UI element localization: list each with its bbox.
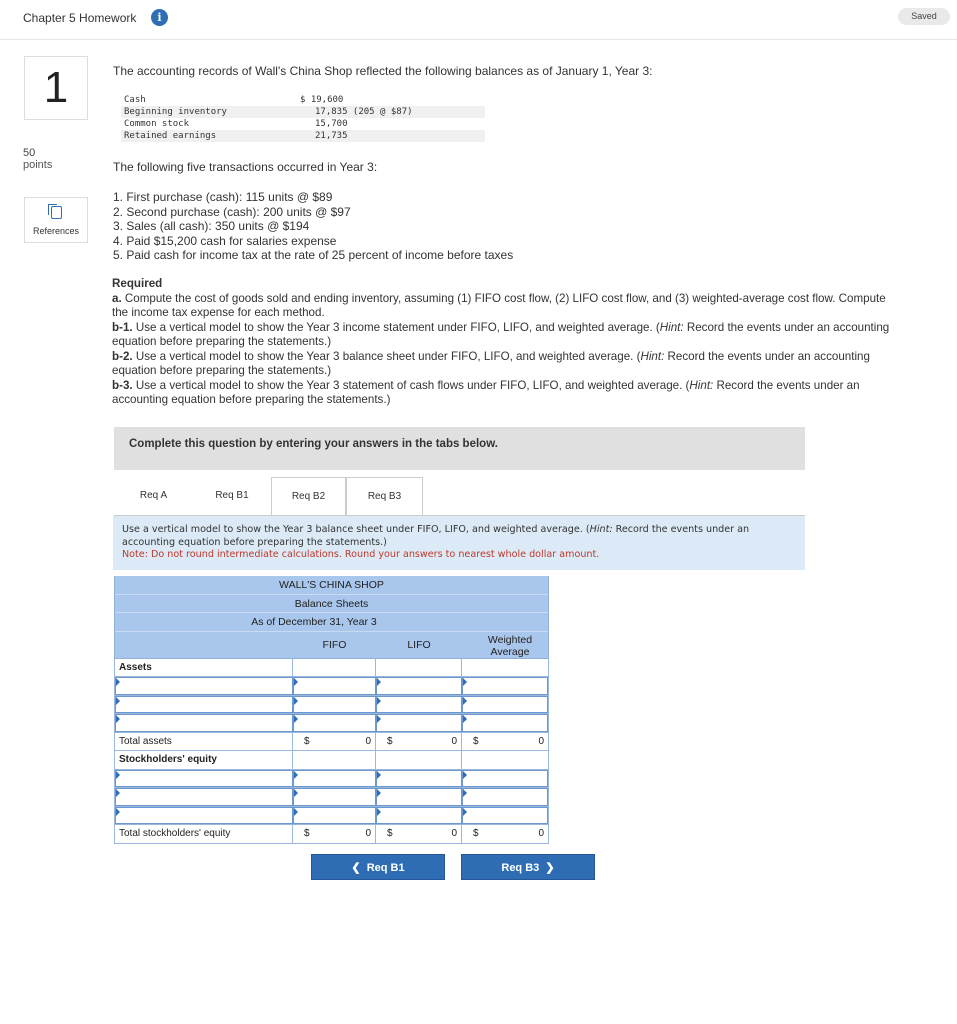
statement-title: Balance Sheets bbox=[115, 595, 548, 614]
row-label-cell bbox=[115, 825, 293, 843]
req-key: b-3. bbox=[112, 378, 133, 392]
req-text: Record the events under an accounting equation before preparing the statements.) bbox=[112, 349, 870, 377]
column-headers bbox=[114, 632, 549, 659]
req-text: Record the events under an accounting equation before preparing the statements.) bbox=[112, 378, 860, 406]
equity-label: Stockholders' equity bbox=[119, 754, 217, 765]
lifo-input[interactable] bbox=[376, 770, 462, 788]
total-assets-fifo: 0 bbox=[365, 735, 371, 747]
equity-name-input[interactable] bbox=[115, 788, 293, 806]
total-cell bbox=[293, 733, 376, 751]
req-text: Use a vertical model to show the Year 3 statement of cash flows under FIFO, LIFO, and weighted average. ( bbox=[132, 378, 690, 392]
table-row bbox=[114, 659, 549, 678]
col-weighted-average: Weighted Average bbox=[487, 633, 533, 658]
fifo-input[interactable] bbox=[293, 696, 376, 714]
instructions-box bbox=[113, 516, 805, 570]
asset-name-input[interactable] bbox=[115, 677, 293, 695]
copy-icon bbox=[51, 206, 62, 219]
req-key: b-1. bbox=[112, 320, 133, 334]
company-name: WALL'S CHINA SHOP bbox=[115, 576, 548, 595]
next-button[interactable] bbox=[461, 854, 595, 880]
total-cell bbox=[376, 733, 462, 751]
saved-badge: Saved bbox=[898, 8, 950, 25]
top-bar bbox=[0, 0, 957, 40]
lifo-input[interactable] bbox=[376, 714, 462, 732]
total-assets-weighted: 0 bbox=[538, 735, 544, 747]
total-assets-lifo: 0 bbox=[451, 735, 457, 747]
list-item: 2. Second purchase (cash): 200 units @ $97 bbox=[113, 204, 351, 219]
tab-req-a[interactable]: Req A bbox=[114, 477, 193, 515]
balance-label: Cash bbox=[124, 95, 146, 105]
info-icon[interactable]: i bbox=[151, 9, 168, 26]
total-cell bbox=[293, 825, 376, 843]
next-label: Req B3 bbox=[501, 862, 540, 874]
empty-cell bbox=[293, 751, 376, 769]
tab-req-b2[interactable]: Req B2 bbox=[271, 477, 346, 516]
requirement-b1 bbox=[112, 321, 892, 350]
empty-cell bbox=[462, 751, 548, 769]
row-label-cell bbox=[115, 659, 293, 677]
empty-cell bbox=[376, 751, 462, 769]
table-row bbox=[114, 788, 549, 807]
assignment-title: Chapter 5 Homework bbox=[23, 11, 137, 25]
balance-value: 21,735 bbox=[315, 131, 348, 141]
balance-row bbox=[121, 94, 485, 106]
dollar-sign: $ bbox=[387, 828, 393, 839]
req-text: Record the events under an accounting equation before preparing the statements.) bbox=[112, 320, 890, 348]
intro-text: The accounting records of Wall's China Shop reflected the following balances as of January 1, Year 3: bbox=[113, 64, 653, 78]
lifo-input[interactable] bbox=[376, 788, 462, 806]
sheet-header bbox=[114, 576, 549, 632]
references-button[interactable] bbox=[24, 197, 88, 243]
fifo-input[interactable] bbox=[293, 770, 376, 788]
table-row bbox=[114, 751, 549, 770]
instr-text: Record the events under an accounting equation before preparing the statements.) bbox=[122, 524, 750, 548]
empty-cell bbox=[462, 659, 548, 677]
total-cell bbox=[462, 825, 548, 843]
references-label: References bbox=[32, 226, 80, 236]
fifo-input[interactable] bbox=[293, 788, 376, 806]
req-key: b-2. bbox=[112, 349, 133, 363]
total-cell bbox=[376, 825, 462, 843]
hint-label: Hint: bbox=[659, 320, 684, 334]
fifo-input[interactable] bbox=[293, 807, 376, 825]
empty-cell bbox=[293, 659, 376, 677]
dollar-sign: $ bbox=[387, 735, 393, 747]
required-section bbox=[112, 277, 892, 408]
balance-row bbox=[121, 106, 485, 118]
dollar-sign: $ bbox=[304, 735, 310, 747]
transaction-list bbox=[113, 190, 513, 263]
row-label-cell bbox=[115, 733, 293, 751]
fifo-input[interactable] bbox=[293, 714, 376, 732]
table-row bbox=[114, 696, 549, 715]
instr-text: Use a vertical model to show the Year 3 balance sheet under FIFO, LIFO, and weighted average. ( bbox=[122, 524, 590, 535]
total-assets-row bbox=[114, 733, 549, 752]
balance-label: Beginning inventory bbox=[124, 107, 227, 117]
weighted-input[interactable] bbox=[462, 807, 548, 825]
statement-date: As of December 31, Year 3 bbox=[115, 613, 548, 632]
list-item: 3. Sales (all cash): 350 units @ $194 bbox=[113, 219, 310, 234]
hint-label: Hint: bbox=[689, 378, 714, 392]
assets-label: Assets bbox=[119, 661, 152, 673]
total-equity-weighted: 0 bbox=[538, 828, 544, 839]
prev-button[interactable] bbox=[311, 854, 445, 880]
weighted-input[interactable] bbox=[462, 714, 548, 732]
table-row bbox=[114, 807, 549, 826]
instructions-text bbox=[122, 524, 805, 549]
tab-req-b1[interactable]: Req B1 bbox=[193, 477, 271, 515]
lifo-input[interactable] bbox=[376, 696, 462, 714]
total-equity-fifo: 0 bbox=[365, 828, 371, 839]
lifo-input[interactable] bbox=[376, 807, 462, 825]
equity-name-input[interactable] bbox=[115, 807, 293, 825]
dollar-sign: $ bbox=[473, 735, 479, 747]
total-equity-label: Total stockholders' equity bbox=[119, 828, 231, 839]
requirement-b2 bbox=[112, 350, 892, 379]
req-text: Use a vertical model to show the Year 3 balance sheet under FIFO, LIFO, and weighted average. ( bbox=[132, 349, 641, 363]
list-item: 1. First purchase (cash): 115 units @ $89 bbox=[113, 190, 333, 204]
balance-label: Common stock bbox=[124, 119, 190, 129]
balance-value: 17,835 (205 @ $87) bbox=[315, 107, 413, 117]
req-key: a. bbox=[112, 291, 122, 305]
points-value: 50 bbox=[23, 147, 36, 159]
question-number: 1 bbox=[24, 56, 88, 120]
fifo-input[interactable] bbox=[293, 677, 376, 695]
hint-label: Hint: bbox=[589, 524, 613, 535]
points-display bbox=[23, 147, 52, 171]
weighted-input[interactable] bbox=[462, 696, 548, 714]
points-label: points bbox=[23, 159, 53, 171]
req-text: Compute the cost of goods sold and ending inventory, assuming (1) FIFO cost flow, (2) LIFO cost flow, and (3) weighted-average cost flow. Compute the income tax expense for each method. bbox=[112, 291, 886, 319]
col-fifo: FIFO bbox=[322, 638, 347, 651]
weighted-input[interactable] bbox=[462, 788, 548, 806]
weighted-input[interactable] bbox=[462, 677, 548, 695]
balance-row bbox=[121, 130, 485, 142]
chevron-left-icon: ❮ bbox=[351, 862, 361, 874]
rounding-note: Note: Do not round intermediate calculations. Round your answers to nearest whole dollar amount. bbox=[122, 549, 600, 561]
total-assets-label: Total assets bbox=[119, 735, 172, 747]
dollar-sign: $ bbox=[304, 828, 310, 839]
dollar-sign: $ bbox=[473, 828, 479, 839]
balance-value: 15,700 bbox=[315, 119, 348, 129]
list-item: 5. Paid cash for income tax at the rate of 25 percent of income before taxes bbox=[113, 248, 514, 263]
asset-name-input[interactable] bbox=[115, 714, 293, 732]
lifo-input[interactable] bbox=[376, 677, 462, 695]
hint-label: Hint: bbox=[640, 349, 665, 363]
balances-table bbox=[121, 94, 485, 142]
balance-sheet bbox=[114, 576, 549, 844]
req-text: Use a vertical model to show the Year 3 income statement under FIFO, LIFO, and weighted average. ( bbox=[132, 320, 660, 334]
table-row bbox=[114, 714, 549, 733]
requirement-b3 bbox=[112, 379, 892, 408]
row-label-cell bbox=[115, 751, 293, 769]
complete-prompt: Complete this question by entering your answers in the tabs below. bbox=[114, 427, 805, 470]
list-item: 4. Paid $15,200 cash for salaries expense bbox=[113, 233, 337, 248]
col-lifo: LIFO bbox=[407, 638, 431, 651]
balance-value: $ 19,600 bbox=[300, 95, 344, 105]
chevron-right-icon: ❯ bbox=[545, 862, 555, 874]
requirement-a bbox=[112, 292, 892, 321]
weighted-input[interactable] bbox=[462, 770, 548, 788]
total-cell bbox=[462, 733, 548, 751]
prev-label: Req B1 bbox=[366, 862, 405, 874]
asset-name-input[interactable] bbox=[115, 696, 293, 714]
total-equity-lifo: 0 bbox=[451, 828, 457, 839]
equity-name-input[interactable] bbox=[115, 770, 293, 788]
required-heading: Required bbox=[112, 277, 163, 290]
balance-label: Retained earnings bbox=[124, 131, 217, 141]
total-equity-row bbox=[114, 825, 549, 844]
empty-cell bbox=[376, 659, 462, 677]
tab-req-b3[interactable]: Req B3 bbox=[346, 477, 423, 515]
balance-row bbox=[121, 118, 485, 130]
table-row bbox=[114, 770, 549, 789]
table-row bbox=[114, 677, 549, 696]
following-text: The following five transactions occurred in Year 3: bbox=[113, 160, 378, 174]
